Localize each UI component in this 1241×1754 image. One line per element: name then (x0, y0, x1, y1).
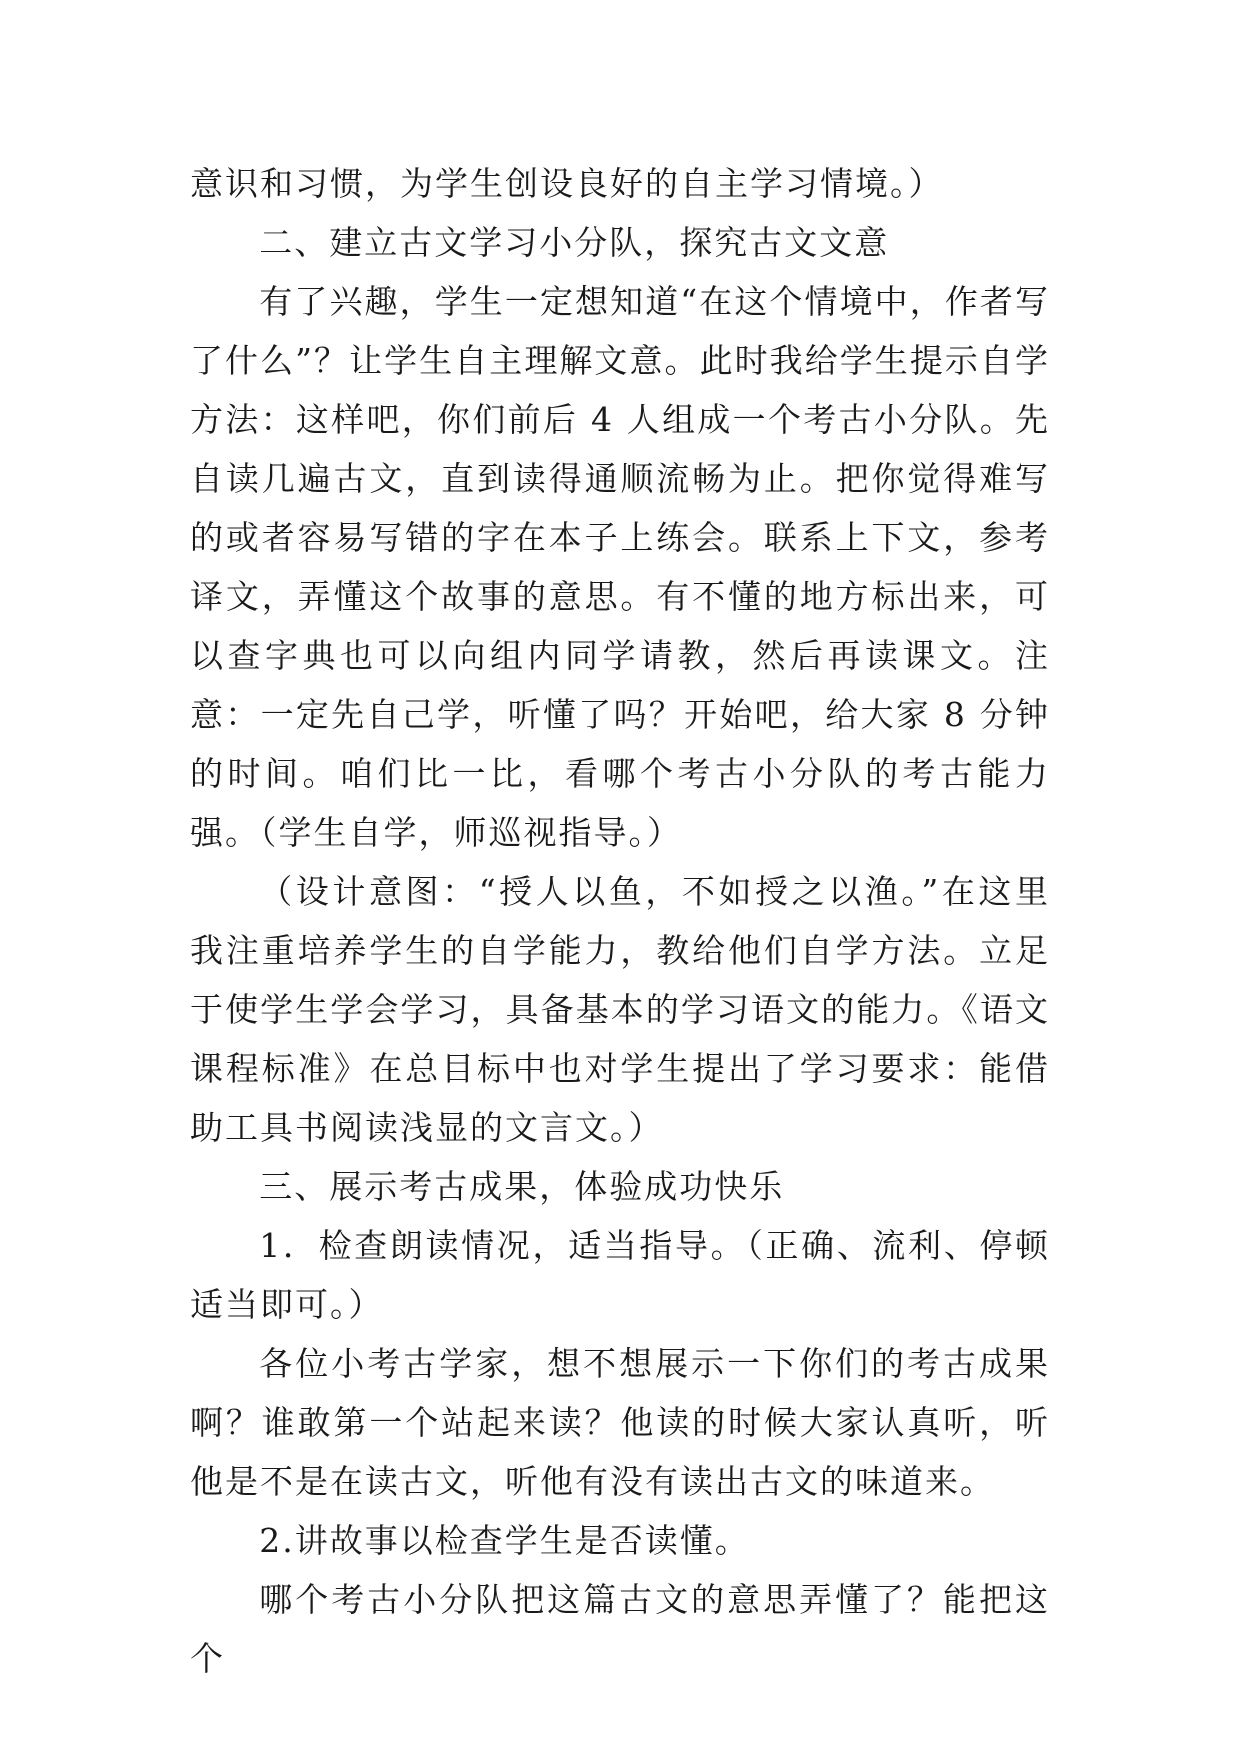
paragraph-storytelling: 2.讲故事以检查学生是否读懂。 (259, 1521, 750, 1560)
paragraph-design-intent: （设计意图：“授人以鱼，不如授之以渔。”在这里我注重培养学生的自学能力，教给他们自学方法。立足于使学生学会学习，具备基本的学习语文的能力。《语文课程标准》在总目标中也对学生提出了学习要求：能借助工具书阅读浅显的文言文。） (190, 872, 1050, 1147)
paragraph-reading-check: 1．检查朗读情况，适当指导。（正确、流利、停顿适当即可。） (190, 1226, 1050, 1324)
body-text (190, 154, 1050, 1688)
section-heading-two: 二、建立古文学习小分队，探究古文文意 (259, 223, 890, 262)
paragraph-question: 哪个考古小分队把这篇古文的意思弄懂了？能把这个 (190, 1580, 1050, 1678)
paragraph-continuation: 意识和习惯，为学生创设良好的自主学习情境。） (190, 164, 944, 203)
paragraph-self-study: 有了兴趣，学生一定想知道“在这个情境中，作者写了什么”？让学生自主理解文意。此时我给学生提示自学方法：这样吧，你们前后 4 人组成一个考古小分队。先自读几遍古文，直到读得通顺流畅为止。把你觉得难写的或者容易写错的字在本子上练会。联系上下文，参考译文，弄懂这个故事的意思。有不懂的地方标出来，可以查字典也可以向组内同学请教，然后再读课文。注意：一定先自己学，听懂了吗？开始吧，给大家 8 分钟的时间。咱们比一比，看哪个考古小分队的考古能力强。（学生自学，师巡视指导。） (190, 282, 1050, 852)
section-heading-three: 三、展示考古成果，体验成功快乐 (259, 1167, 785, 1206)
paragraph-showcase: 各位小考古学家，想不想展示一下你们的考古成果啊？谁敢第一个站起来读？他读的时候大家认真听，听他是不是在读古文，听他有没有读出古文的味道来。 (190, 1344, 1050, 1501)
